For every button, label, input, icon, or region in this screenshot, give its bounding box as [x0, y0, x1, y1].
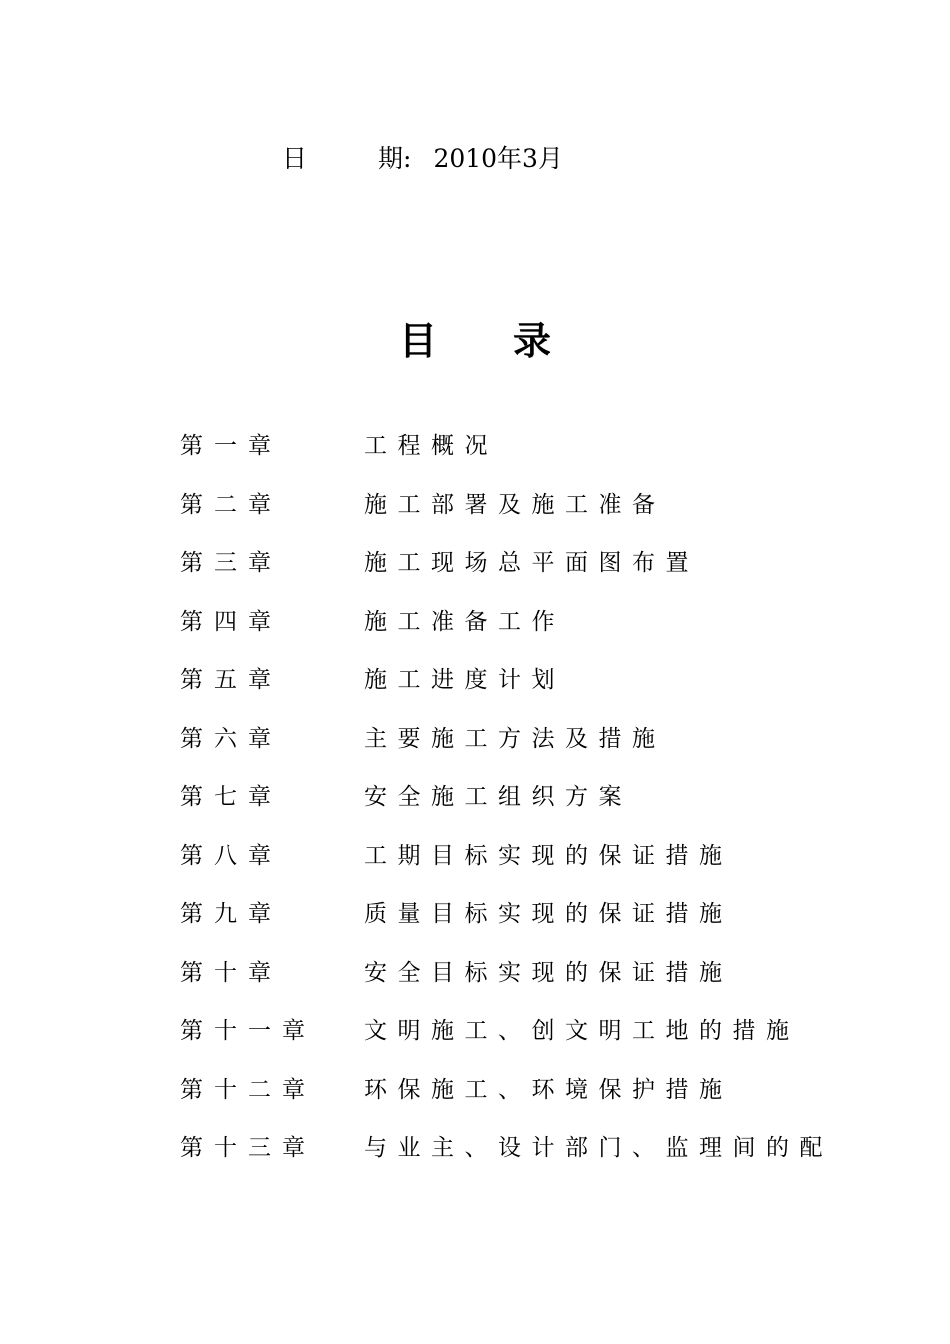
toc-entry-title: 安全施工组织方案: [364, 784, 632, 810]
toc-entry: [180, 1013, 860, 1072]
toc-entry: [180, 487, 860, 546]
date-line: [282, 142, 563, 176]
toc-entry-title: 施工进度计划: [364, 667, 565, 693]
toc-entry: [180, 604, 860, 663]
toc-entry-title: 环保施工、环境保护措施: [364, 1076, 733, 1103]
toc-entry: [180, 721, 860, 780]
toc-chapter: 第五章: [180, 667, 282, 693]
toc-chapter: 第二章: [180, 491, 282, 518]
toc-chapter: 第七章: [180, 784, 282, 810]
toc-entry: [180, 1130, 860, 1189]
date-value: 2010年3月: [433, 144, 563, 173]
toc-entry: [180, 1072, 860, 1131]
table-of-contents: [180, 428, 860, 1189]
toc-entry-title: 施工准备工作: [364, 608, 565, 635]
toc-entry-title: 工期目标实现的保证措施: [364, 842, 733, 869]
toc-entry-title: 文明施工、创文明工地的措施: [364, 1018, 800, 1044]
toc-chapter: 第四章: [180, 608, 282, 635]
toc-chapter: 第十二章: [180, 1076, 316, 1103]
toc-chapter: 第六章: [180, 725, 282, 752]
toc-entry: [180, 428, 860, 487]
date-label-char2: 期:: [378, 144, 412, 173]
toc-chapter: 第十章: [180, 959, 282, 986]
toc-entry-title: 质量目标实现的保证措施: [364, 901, 733, 927]
toc-entry: [180, 545, 860, 604]
toc-title: 目录: [398, 318, 627, 363]
toc-entry-title: 安全目标实现的保证措施: [364, 959, 733, 986]
toc-chapter: 第一章: [180, 433, 282, 459]
toc-entry: [180, 955, 860, 1014]
toc-entry-title: 施工现场总平面图布置: [364, 550, 699, 576]
toc-entry: [180, 779, 860, 838]
toc-chapter: 第十三章: [180, 1135, 316, 1161]
date-label-char1: 日: [282, 144, 308, 173]
toc-entry-title: 与业主、设计部门、监理间的配: [364, 1135, 833, 1161]
toc-entry: [180, 896, 860, 955]
toc-chapter: 第九章: [180, 901, 282, 927]
toc-entry-title: 主要施工方法及措施: [364, 725, 666, 752]
toc-chapter: 第十一章: [180, 1018, 316, 1044]
toc-entry: [180, 838, 860, 897]
toc-chapter: 第三章: [180, 550, 282, 576]
toc-entry: [180, 662, 860, 721]
toc-entry-title: 工程概况: [364, 433, 498, 459]
toc-entry-title: 施工部署及施工准备: [364, 491, 666, 518]
toc-chapter: 第八章: [180, 842, 282, 869]
